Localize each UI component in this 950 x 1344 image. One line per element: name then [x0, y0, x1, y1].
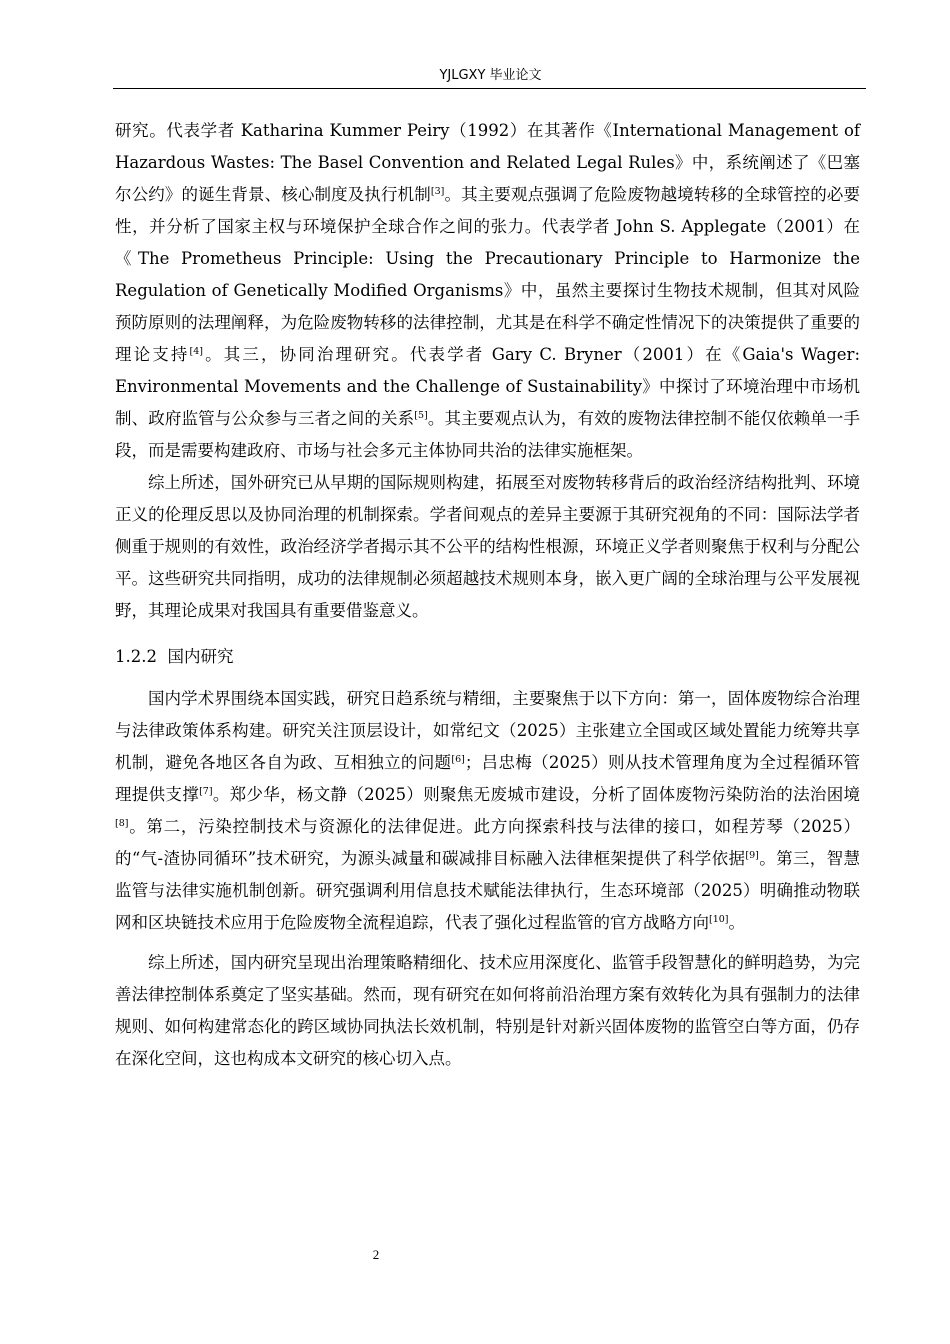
citation-ref: [5] — [414, 410, 428, 421]
page-header — [115, 66, 866, 86]
paragraph-text: 研究。代表学者 Katharina Kummer Peiry（1992）在其著作《International Management of Hazardous Wastes: The Basel Convention and Related Legal Rules》中，系统阐述了《巴塞尔公约》的诞生背景、核心制度及执行机制 — [115, 121, 860, 204]
paragraph-domestic-research — [115, 683, 860, 939]
paragraph-text: 。其主要观点认为，有效的废物法律控制不能仅依赖单一手段，而是需要构建政府、市场与社会多元主体协同共治的法律实施框架。 — [115, 409, 861, 460]
paragraph-text: 。第二，污染控制技术与资源化的法律促进。此方向探索科技与法律的接口，如程芳琴（2025）的“气-渣协同循环”技术研究，为源头减量和碳减排目标融入法律框架提供了科学依据 — [115, 817, 860, 868]
paragraph-text: 国内学术界围绕本国实践，研究日趋系统与精细，主要聚焦于以下方向：第一，固体废物综合治理与法律政策体系构建。研究关注顶层设计，如常纪文（2025）主张建立全国或区域处置能力统筹共享机制，避免各地区各自为政、互相独立的问题 — [115, 689, 860, 772]
paragraph-domestic-summary: 综上所述，国内研究呈现出治理策略精细化、技术应用深度化、监管手段智慧化的鲜明趋势，为完善法律控制体系奠定了坚实基础。然而，现有研究在如何将前沿治理方案有效转化为具有强制力的法律规则、如何构建常态化的跨区域协同执法长效机制，特别是针对新兴固体废物的监管空白等方面，仍存在深化空间，这也构成本文研究的核心切入点。 — [115, 953, 860, 1068]
citation-ref: [7] — [199, 786, 213, 797]
paragraph-foreign-research-continued — [115, 115, 860, 467]
section-heading — [115, 641, 860, 673]
paragraph-text: 。 — [728, 913, 746, 932]
header-title: YJLGXY 毕业论文 — [439, 68, 542, 83]
citation-ref: [8] — [115, 818, 129, 829]
page-number: 2 — [372, 1247, 380, 1262]
section-number: 1.2.2 — [115, 647, 157, 666]
paragraph-text: 。第三，智慧监管与法律实施机制创新。研究强调利用信息技术赋能法律执行，生态环境部（2025）明确推动物联网和区块链技术应用于危险废物全流程追踪，代表了强化过程监管的官方战略方向 — [115, 849, 861, 932]
paragraph-foreign-summary: 综上所述，国外研究已从早期的国际规则构建，拓展至对废物转移背后的政治经济结构批判、环境正义的伦理反思以及协同治理的机制探索。学者间观点的差异主要源于其研究视角的不同：国际法学者侧重于规则的有效性，政治经济学者揭示其不公平的结构性根源，环境正义学者则聚焦于权利与分配公平。这些研究共同指明，成功的法律规制必须超越技术规则本身，嵌入更广阔的全球治理与公平发展视野，其理论成果对我国具有重要借鉴意义。 — [115, 473, 860, 620]
section-title: 国内研究 — [167, 647, 234, 666]
citation-ref: [9] — [745, 850, 759, 861]
header-rule — [113, 88, 866, 89]
document-body — [115, 115, 860, 1075]
citation-ref: [10] — [709, 914, 729, 925]
citation-ref: [6] — [451, 754, 465, 765]
citation-ref: [4] — [189, 346, 203, 357]
paragraph-text: 。郑少华，杨文静（2025）则聚焦无废城市建设，分析了固体废物污染防治的法治困境 — [212, 785, 861, 804]
paragraph-text: 。其主要观点强调了危险废物越境转移的全球管控的必要性，并分析了国家主权与环境保护全球合作之间的张力。代表学者 John S. Applegate（2001）在《The Prometheus Principle: Using the Precautionary Principle to Harmonize the Regulation of Genetically Modified Organisms》中，虽然主要探讨生物技术规制，但其对风险预防原则的法理阐释，为危险废物转移的法律控制，尤其是在科学不确定性情况下的决策提供了重要的理论支持 — [115, 185, 861, 364]
paragraph-text: ；吕忠梅（2025）则从技术管理角度为全过程循环管理提供支撑 — [115, 753, 860, 804]
citation-ref: [3] — [430, 186, 445, 197]
paragraph-text: 。其三，协同治理研究。代表学者 Gary C. Bryner（2001）在《Gaia's Wager: Environmental Movements and the Challenge of Sustainability》中探讨了环境治理中市场机制、政府监管与公众参与三者之间的关系 — [115, 345, 861, 428]
